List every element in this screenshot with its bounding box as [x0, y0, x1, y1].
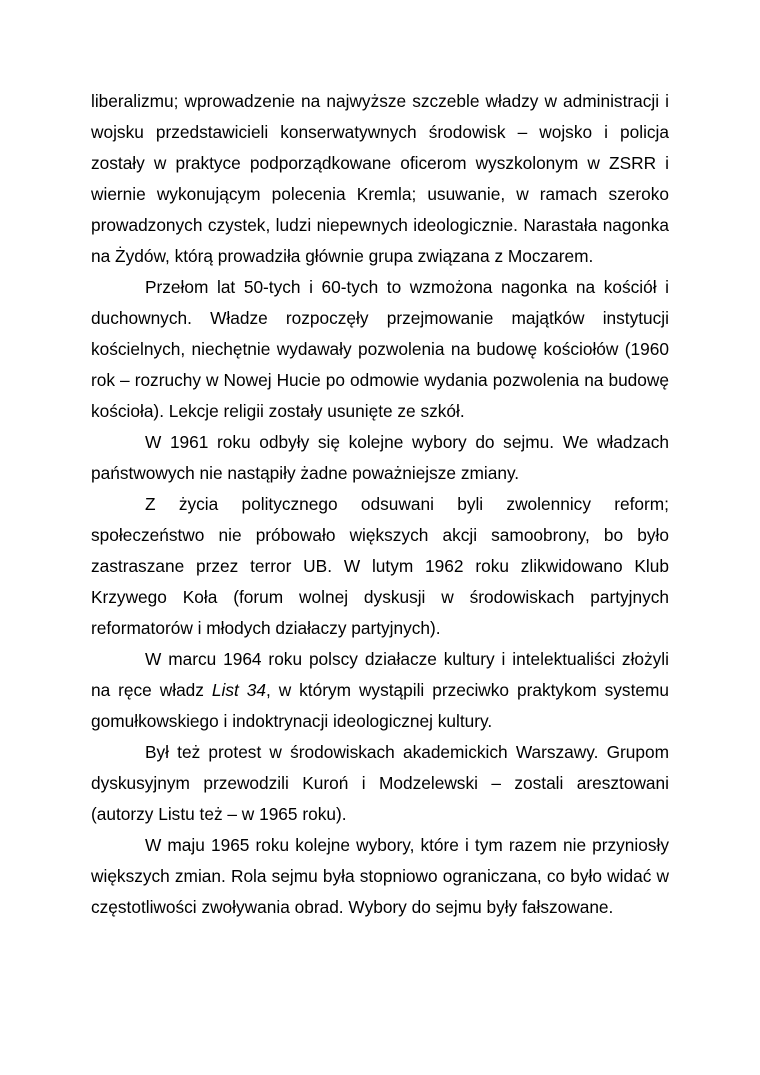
paragraph-6: Był też protest w środowiskach akademickich Warszawy. Grupom dyskusyjnym przewodzili Kuroń i Modzelewski – zostali aresztowani (autorzy Listu też – w 1965 roku).: [91, 742, 669, 824]
paragraph-5-after: , w którym wystąpili przeciwko praktykom systemu gomułkowskiego i indoktrynacji ideologicznej kultury.: [91, 680, 669, 731]
paragraph-7: W maju 1965 roku kolejne wybory, które i tym razem nie przyniosły większych zmian. Rola sejmu była stopniowo ograniczana, co było widać w częstotliwości zwoływania obrad. Wybory do sejmu były fałszowane.: [91, 835, 669, 917]
document-page: [91, 86, 669, 923]
paragraph-5-before: W marcu 1964 roku polscy działacze kultury i intelektualiści złożyli na ręce władz: [91, 649, 669, 700]
list-34-title: List 34: [211, 680, 266, 700]
paragraph-2: Przełom lat 50-tych i 60-tych to wzmożona nagonka na kościół i duchownych. Władze rozpoczęły przejmowanie majątków instytucji kościelnych, niechętnie wydawały pozwolenia na budowę kościołów (1960 rok – rozruchy w Nowej Hucie po odmowie wydania pozwolenia na budowę kościoła). Lekcje religii zostały usunięte ze szkół.: [91, 277, 669, 421]
paragraph-3: W 1961 roku odbyły się kolejne wybory do sejmu. We władzach państwowych nie nastąpiły żadne poważniejsze zmiany.: [91, 432, 669, 483]
paragraph-5: [91, 644, 669, 737]
paragraph-4: Z życia politycznego odsuwani byli zwolennicy reform; społeczeństwo nie próbowało większych akcji samoobrony, bo było zastraszane przez terror UB. W lutym 1962 roku zlikwidowano Klub Krzywego Koła (forum wolnej dyskusji w środowiskach partyjnych reformatorów i młodych działaczy partyjnych).: [91, 494, 669, 638]
paragraph-1: liberalizmu; wprowadzenie na najwyższe szczeble władzy w administracji i wojsku przedstawicieli konserwatywnych środowisk – wojsko i policja zostały w praktyce podporządkowane oficerom wyszkolonym w ZSRR i wiernie wykonującym polecenia Kremla; usuwanie, w ramach szeroko prowadzonych czystek, ludzi niepewnych ideologicznie. Narastała nagonka na Żydów, którą prowadziła głównie grupa związana z Moczarem.: [91, 91, 669, 266]
